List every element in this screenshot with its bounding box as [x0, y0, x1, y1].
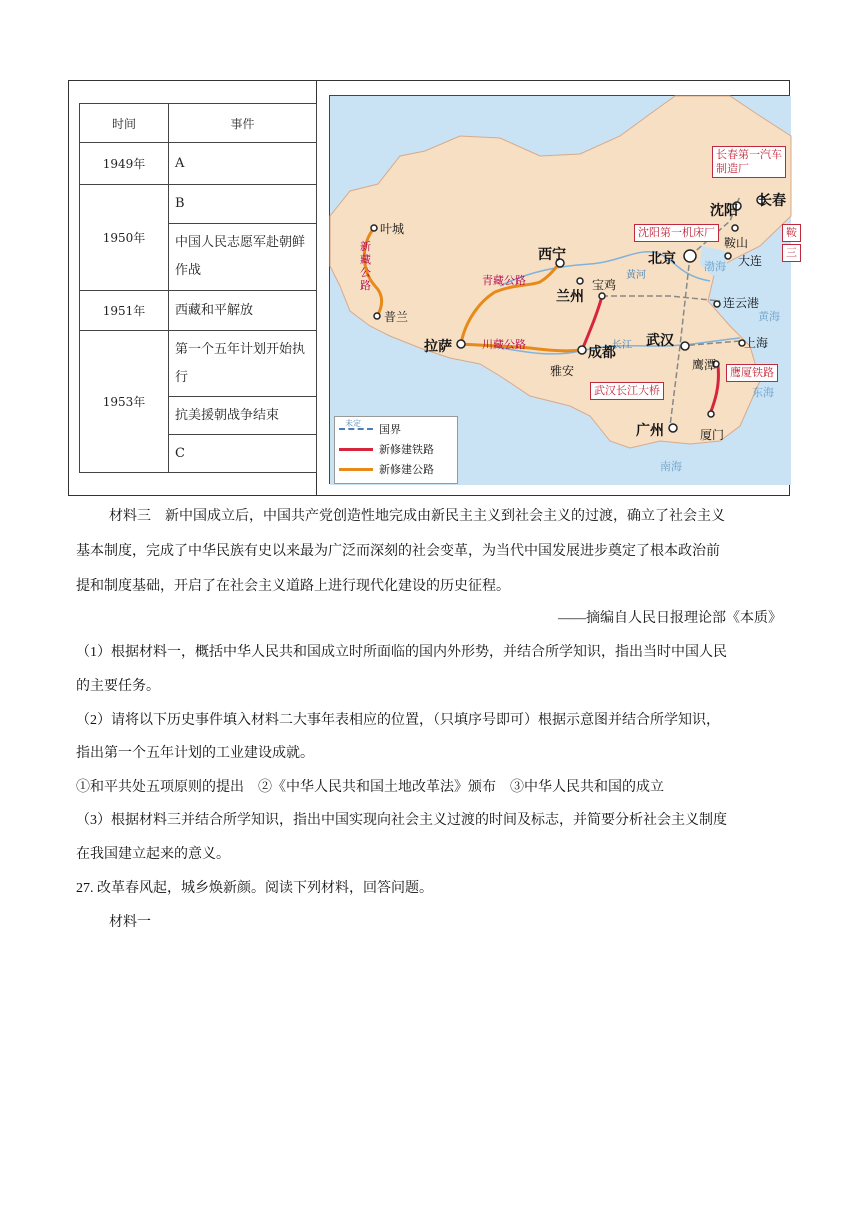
city-xining: 西宁	[538, 247, 566, 263]
legend-border-swatch: 未定	[339, 428, 373, 430]
city-shanghai: 上海	[744, 336, 769, 350]
event-cell: C	[169, 435, 317, 473]
table-row	[80, 185, 317, 224]
event-cell: A	[169, 143, 317, 185]
header-time: 时间	[80, 104, 169, 143]
river-chang: 长江	[612, 340, 632, 351]
river-huang: 黄河	[626, 270, 646, 281]
year-cell: 1949年	[80, 143, 169, 185]
city-beijing: 北京	[648, 251, 676, 267]
question-1-line1: （1）根据材料一，概括中华人民共和国成立时所面临的国内外形势，并结合所学知识，指出当时中国人民	[76, 645, 727, 660]
city-dalian: 大连	[738, 254, 763, 268]
callout-changchun-factory: 长春第一汽车 制造厂	[712, 146, 786, 178]
sea-nanhai: 南海	[660, 460, 682, 473]
sea-huanghai: 黄海	[758, 310, 780, 323]
table-header-row	[80, 104, 317, 143]
city-chengdu: 成都	[588, 345, 616, 361]
question-3-line1: （3）根据材料三并结合所学知识，指出中国实现向社会主义过渡的时间及标志，并简要分析社会主义制度	[76, 813, 727, 828]
event-cell: 第一个五年计划开始执行	[169, 331, 317, 397]
sea-bohai: 渤海	[704, 260, 726, 273]
city-guangzhou: 广州	[636, 423, 664, 439]
material3-line2: 基本制度，完成了中华民族有史以来最为广泛而深刻的社会变革，为当代中国发展进步奠定了根本政治前	[76, 544, 720, 559]
material3-line3: 提和制度基础，开启了在社会主义道路上进行现代化建设的历史征程。	[76, 579, 510, 594]
year-cell: 1953年	[80, 331, 169, 473]
material3-line1: 材料三 新中国成立后，中国共产党创造性地完成由新民主主义到社会主义的过渡，确立了社会主义	[109, 509, 725, 524]
legend-highway-swatch	[339, 468, 373, 471]
city-baoji: 宝鸡	[592, 278, 617, 292]
year-cell: 1951年	[80, 291, 169, 331]
city-shenyang: 沈阳	[710, 203, 738, 219]
question-2-options: ①和平共处五项原则的提出 ②《中华人民共和国土地改革法》颁布 ③中华人民共和国的成立	[76, 780, 664, 795]
callout-edge-partial: 三	[782, 244, 801, 262]
timeline-table	[79, 103, 317, 473]
event-cell: 抗美援朝战争结束	[169, 397, 317, 435]
event-cell: 中国人民志愿军赴朝鲜作战	[169, 224, 317, 291]
event-cell: 西藏和平解放	[169, 291, 317, 331]
city-pulan: 普兰	[384, 310, 409, 324]
route-xinzang: 新藏公路	[360, 240, 371, 292]
sea-donghai: 东海	[752, 386, 774, 399]
year-cell: 1950年	[80, 185, 169, 291]
header-event: 事件	[169, 104, 317, 143]
route-qingzang: 青藏公路	[482, 274, 526, 287]
city-anshan: 鞍山	[724, 236, 749, 250]
question-27-title: 27. 改革春风起，城乡焕新颜。阅读下列材料，回答问题。	[76, 881, 433, 896]
table-row	[80, 331, 317, 397]
city-lasa: 拉萨	[424, 339, 452, 355]
question-2-line1: （2）请将以下历史事件填入材料二大事年表相应的位置，（只填序号即可）根据示意图并结合所学知识，	[76, 713, 720, 728]
city-lanzhou: 兰州	[556, 289, 584, 305]
legend-railway-swatch	[339, 448, 373, 451]
map-legend	[334, 416, 458, 484]
route-chuanzang: 川藏公路	[482, 338, 526, 351]
city-xiamen: 厦门	[700, 428, 725, 442]
city-yaan: 雅安	[550, 364, 575, 378]
legend-border: 未定 国界	[339, 421, 401, 437]
callout-shenyang-factory: 沈阳第一机床厂	[634, 224, 719, 242]
callout-wuhan-bridge: 武汉长江大桥	[590, 382, 664, 400]
city-yingtan: 鹰潭	[692, 358, 717, 372]
legend-railway: 新修建铁路	[339, 441, 434, 457]
city-wuhan: 武汉	[646, 333, 674, 349]
material1-label: 材料一	[109, 915, 151, 930]
city-lianyungang: 连云港	[723, 296, 760, 310]
question-3-line2: 在我国建立起来的意义。	[76, 847, 230, 862]
material3-source: ——摘编自人民日报理论部《本质》	[558, 611, 782, 626]
question-1-line2: 的主要任务。	[76, 679, 160, 694]
china-map	[329, 95, 797, 484]
table-row	[80, 143, 317, 185]
table-row	[80, 291, 317, 331]
callout-anshan-partial: 鞍	[782, 224, 801, 242]
callout-yingxia: 鹰厦铁路	[726, 364, 778, 382]
city-changchun: 长春	[758, 193, 786, 209]
city-yecheng: 叶城	[380, 222, 405, 236]
question-2-line2: 指出第一个五年计划的工业建设成就。	[76, 746, 314, 761]
event-cell: B	[169, 185, 317, 224]
legend-highway: 新修建公路	[339, 461, 434, 477]
